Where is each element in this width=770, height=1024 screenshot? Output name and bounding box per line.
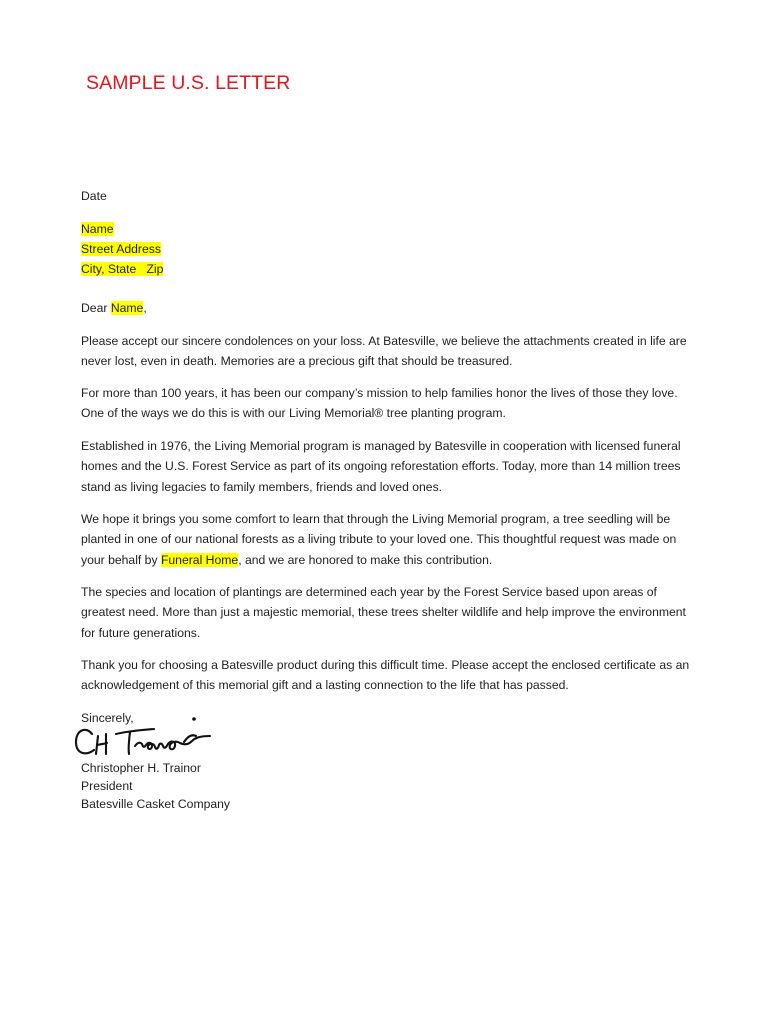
recipient-address xyxy=(81,219,693,279)
letter-heading: SAMPLE U.S. LETTER xyxy=(86,72,291,94)
salutation-name: Name xyxy=(110,301,144,315)
salutation-prefix: Dear xyxy=(81,301,111,315)
paragraph-species: The species and location of plantings are determined each year by the Forest Service based upon areas of greatest need. More than just a majestic memorial, these trees shelter wildlife and help improve the environment for future generations. xyxy=(81,585,686,640)
paragraph-tribute-end: , and we are honored to make this contribution. xyxy=(238,552,493,567)
paragraph-program-history: Established in 1976, the Living Memorial program is managed by Batesville in cooperation with licensed funeral homes and the U.S. Forest Service as part of its ongoing reforestation efforts. Today, more than 14 million trees stand as living legacies to family members, friends and loved ones. xyxy=(81,439,681,494)
recipient-name: Name xyxy=(81,222,114,236)
salutation-suffix: , xyxy=(143,301,147,315)
paragraph-tribute xyxy=(81,509,693,570)
paragraph-mission: For more than 100 years, it has been our company’s mission to help families honor the lives of those they love. One of the ways we do this is with our Living Memorial® tree planting program. xyxy=(81,386,678,421)
paragraph-tribute-text: We hope it brings you some comfort to learn that through the Living Memorial program, a tree seedling will be planted in one of our national forests as a living tribute to your loved one. This thoughtful request was made on your behalf by xyxy=(81,512,677,567)
signer-name: Christopher H. Trainor xyxy=(81,761,201,775)
paragraph-thanks: Thank you for choosing a Batesville product during this difficult time. Please accept the enclosed certificate as an acknowledgement of this memorial gift and a lasting connection to the life that has passed. xyxy=(81,658,690,693)
date-line: Date xyxy=(81,189,107,203)
signer-company: Batesville Casket Company xyxy=(81,797,231,811)
signer-title: President xyxy=(81,779,133,793)
handwritten-signature xyxy=(72,712,222,762)
closing: Sincerely, xyxy=(81,711,134,725)
recipient-street: Street Address xyxy=(81,242,161,256)
salutation xyxy=(81,298,693,318)
signer-block xyxy=(81,759,693,813)
paragraph-condolences: Please accept our sincere condolences on your loss. At Batesville, we believe the attachments created in life are never lost, even in death. Memories are a precious gift that should be treasured. xyxy=(81,334,687,369)
recipient-city-state-zip: City, State Zip xyxy=(81,262,164,276)
funeral-home-placeholder: Funeral Home xyxy=(160,552,239,567)
